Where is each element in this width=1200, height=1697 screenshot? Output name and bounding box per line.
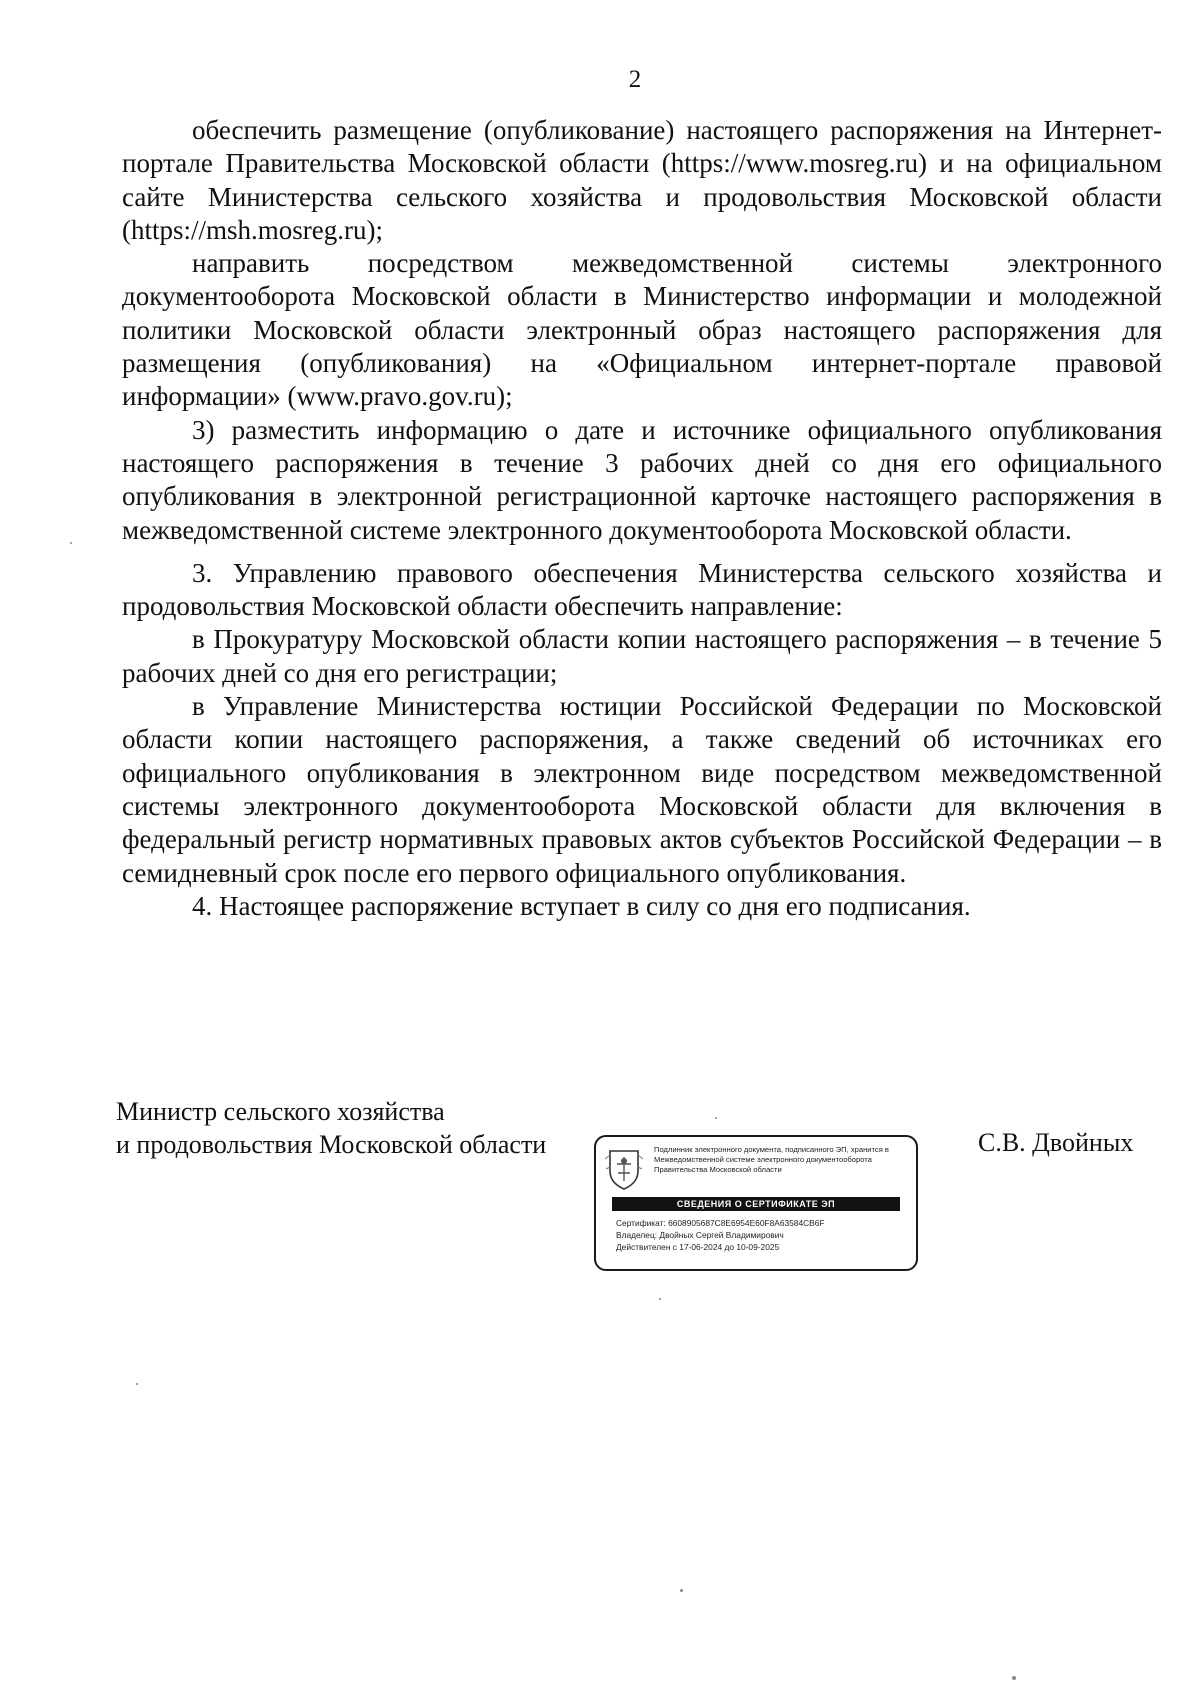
- certificate-details: [616, 1217, 825, 1253]
- paragraph-justice-ministry: в Управление Министерства юстиции Российской Федерации по Московской области копии настоящего распоряжения, а также сведений об источниках его официального опубликования в электронном виде посредством межведомственной системы электронного документооборота Московской области для включения в федеральный регистр нормативных правовых актов субъектов Российской Федерации – в семидневный срок после его первого официального опубликования.: [122, 691, 1162, 888]
- scan-speck: [715, 1117, 717, 1119]
- paragraph-send-ministry: направить посредством межведомственной системы электронного документооборота Московской области в Министерство информации и молодежной политики Московской области электронный образ настоящего распоряжения для размещения (опубликования) на «Официальном интернет-портале правовой информации» (www.pravo.gov.ru);: [122, 248, 1162, 412]
- signatory-title: [116, 1095, 546, 1161]
- paragraph-publish-portals: обеспечить размещение (опубликование) настоящего распоряжения на Интернет-портале Правительства Московской области (https://www.mosreg.ru) и на официальном сайте Министерства сельского хозяйства и продовольствия Московской области (https://msh.mosreg.ru);: [122, 115, 1162, 245]
- certificate-header: СВЕДЕНИЯ О СЕРТИФИКАТЕ ЭП: [612, 1197, 900, 1211]
- coat-of-arms-icon: [604, 1147, 644, 1191]
- scan-speck: [70, 542, 72, 544]
- paragraph-entry-into-force: 4. Настоящее распоряжение вступает в силу со дня его подписания.: [192, 890, 971, 921]
- certificate-owner: Владелец: Двойных Сергей Владимирович: [616, 1230, 784, 1240]
- scan-speck: [680, 1589, 683, 1592]
- scan-speck: [659, 1298, 661, 1300]
- electronic-signature-stamp: [594, 1135, 918, 1271]
- scan-speck: [136, 1383, 138, 1385]
- paragraph-registration-card: 3) разместить информацию о дате и источнике официального опубликования настоящего распоряжения в течение 3 рабочих дней со дня его официального опубликования в электронной регистрационной карточке настоящего распоряжения в межведомственной системе электронного документооборота Московской области.: [122, 414, 1162, 545]
- stamp-notice: Подлинник электронного документа, подписанного ЭП, хранится в Межведомственной системе электронного документооборота Правительства Московской области: [654, 1145, 889, 1174]
- paragraph-legal-department: 3. Управлению правового обеспечения Министерства сельского хозяйства и продовольствия Московской области обеспечить направление:: [122, 557, 1162, 622]
- certificate-number: Сертификат: 6608905687C8E6954E60F8A63584CB6F: [616, 1218, 825, 1228]
- document-body: [122, 114, 1162, 923]
- paragraph-prosecutor: в Прокуратуру Московской области копии настоящего распоряжения – в течение 5 рабочих дней со дня его регистрации;: [122, 624, 1162, 688]
- signer-name: С.В. Двойных: [978, 1128, 1134, 1157]
- page-number: 2: [628, 66, 642, 93]
- certificate-validity: Действителен с 17-06-2024 до 10-09-2025: [616, 1242, 780, 1252]
- signatory-title-line2: и продовольствия Московской области: [116, 1130, 547, 1159]
- signatory-title-line1: Министр сельского хозяйства: [116, 1097, 445, 1126]
- scan-speck: [1012, 1676, 1016, 1680]
